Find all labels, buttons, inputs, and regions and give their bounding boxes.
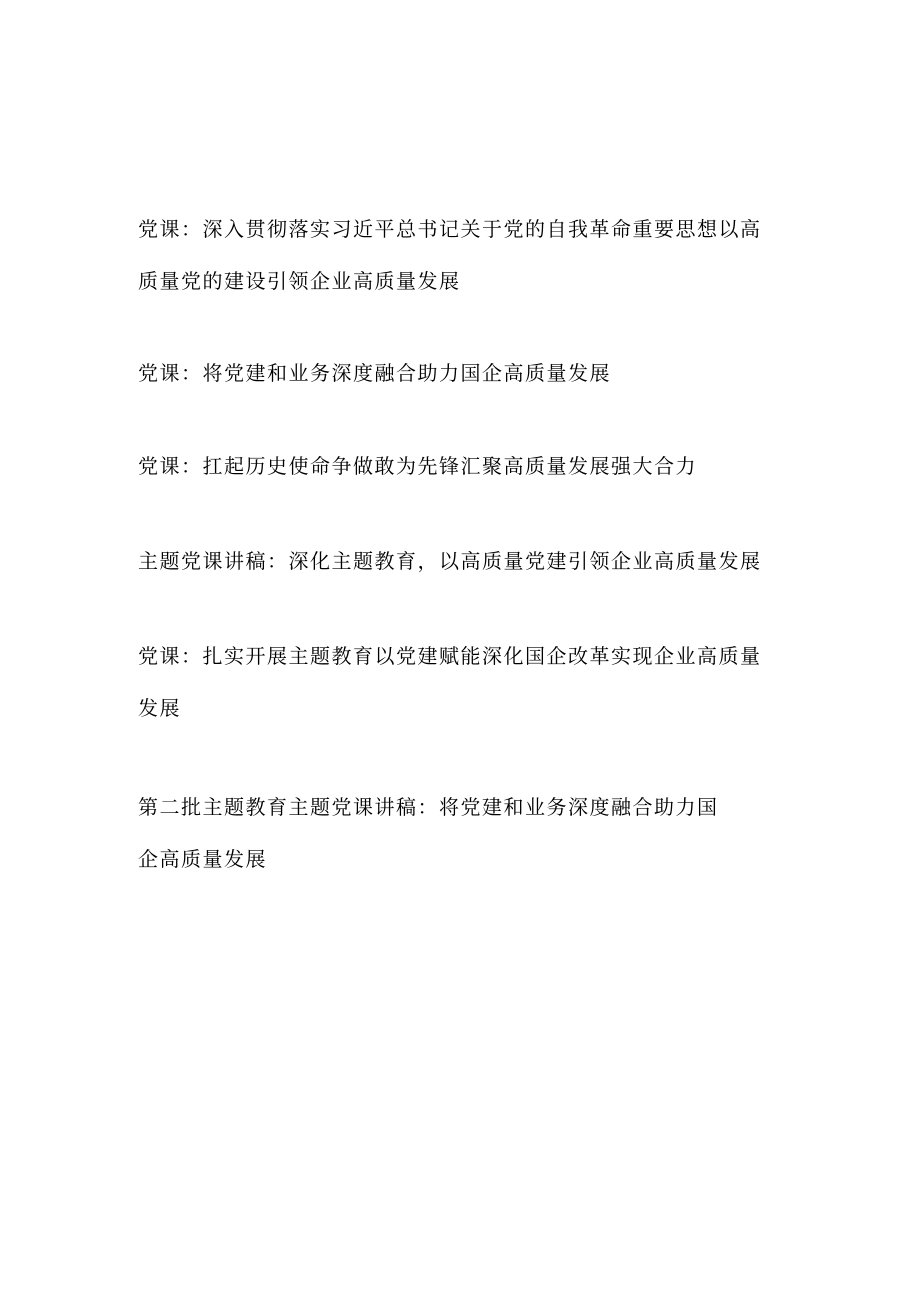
toc-entry: 党课：扎实开展主题教育以党建赋能深化国企改革实现企业高质量发展: [138, 644, 762, 720]
toc-entry: 主题党课讲稿：深化主题教育，以高质量党建引领企业高质量发展: [138, 549, 762, 573]
toc-entry: 党课：扛起历史使命争做敢为先锋汇聚高质量发展强大合力: [138, 454, 697, 478]
toc-entry: 第二批主题教育主题党课讲稿：将党建和业务深度融合助力国企高质量发展: [138, 795, 719, 871]
toc-entry: 党课：将党建和业务深度融合助力国企高质量发展: [138, 361, 611, 385]
toc-entry: 党课：深入贯彻落实习近平总书记关于党的自我革命重要思想以高质量党的建设引领企业高质量发展: [138, 217, 762, 293]
